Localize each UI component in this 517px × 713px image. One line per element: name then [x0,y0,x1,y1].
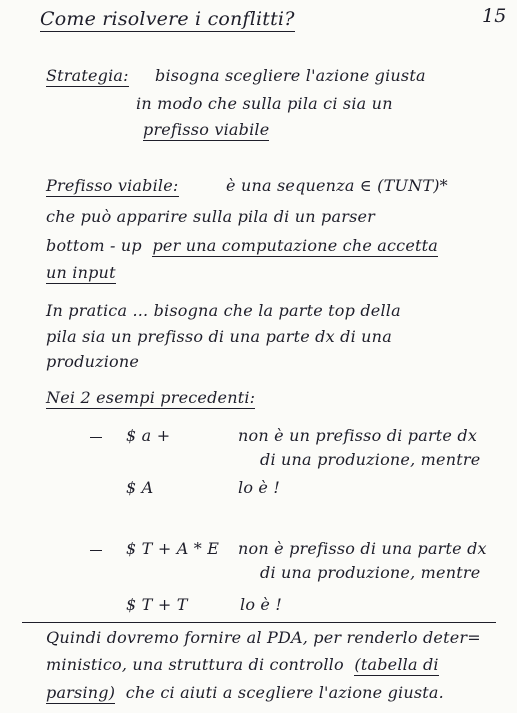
example-1-note-2: di una produzione, mentre [260,450,481,469]
definition-line-4: un input [46,263,116,282]
strategy-line-2: in modo che sulla pila ci sia un [136,94,393,113]
page-number: 15 [482,5,507,27]
example-1-stack: $ a + [126,426,171,445]
example-2-dash [90,550,102,551]
example-1-stack-2: $ A [126,478,154,497]
definition-line-3: bottom - up per una computazione che accetta [46,236,439,255]
page-title: Come risolvere i conflitti? [40,8,295,30]
strategy-label: Strategia: [46,66,129,85]
example-1-note-1: non è un prefisso di parte dx [238,426,478,445]
examples-label: Nei 2 esempi precedenti: [46,388,256,407]
conclusion-line-2: ministico, una struttura di controllo (tabella di [46,655,439,674]
example-2-stack-2: $ T + T [126,595,188,614]
example-2-note-1: non è prefisso di una parte dx [238,539,487,558]
conclusion-line-3: parsing) che ci aiuti a scegliere l'azione giusta. [46,683,444,702]
example-2-stack: $ T + A * E [126,539,220,558]
example-1-dash [90,437,102,438]
separator-line [22,622,496,623]
definition-line-1: è una sequenza ∈ (TUNT)* [226,176,448,195]
strategy-line-1: bisogna scegliere l'azione giusta [155,66,426,85]
practice-line-2: pila sia un prefisso di una parte dx di una [46,327,392,346]
strategy-line-3: prefisso viabile [143,120,270,139]
conclusion-line-1: Quindi dovremo fornire al PDA, per renderlo deter= [46,628,481,647]
practice-line-1: In pratica ... bisogna che la parte top della [46,301,401,320]
example-2-note-3: lo è ! [240,595,283,614]
definition-line-2: che può apparire sulla pila di un parser [46,207,375,226]
definition-label: Prefisso viabile: [46,176,179,195]
example-2-note-2: di una produzione, mentre [260,563,481,582]
practice-line-3: produzione [46,352,140,371]
example-1-note-3: lo è ! [238,478,281,497]
